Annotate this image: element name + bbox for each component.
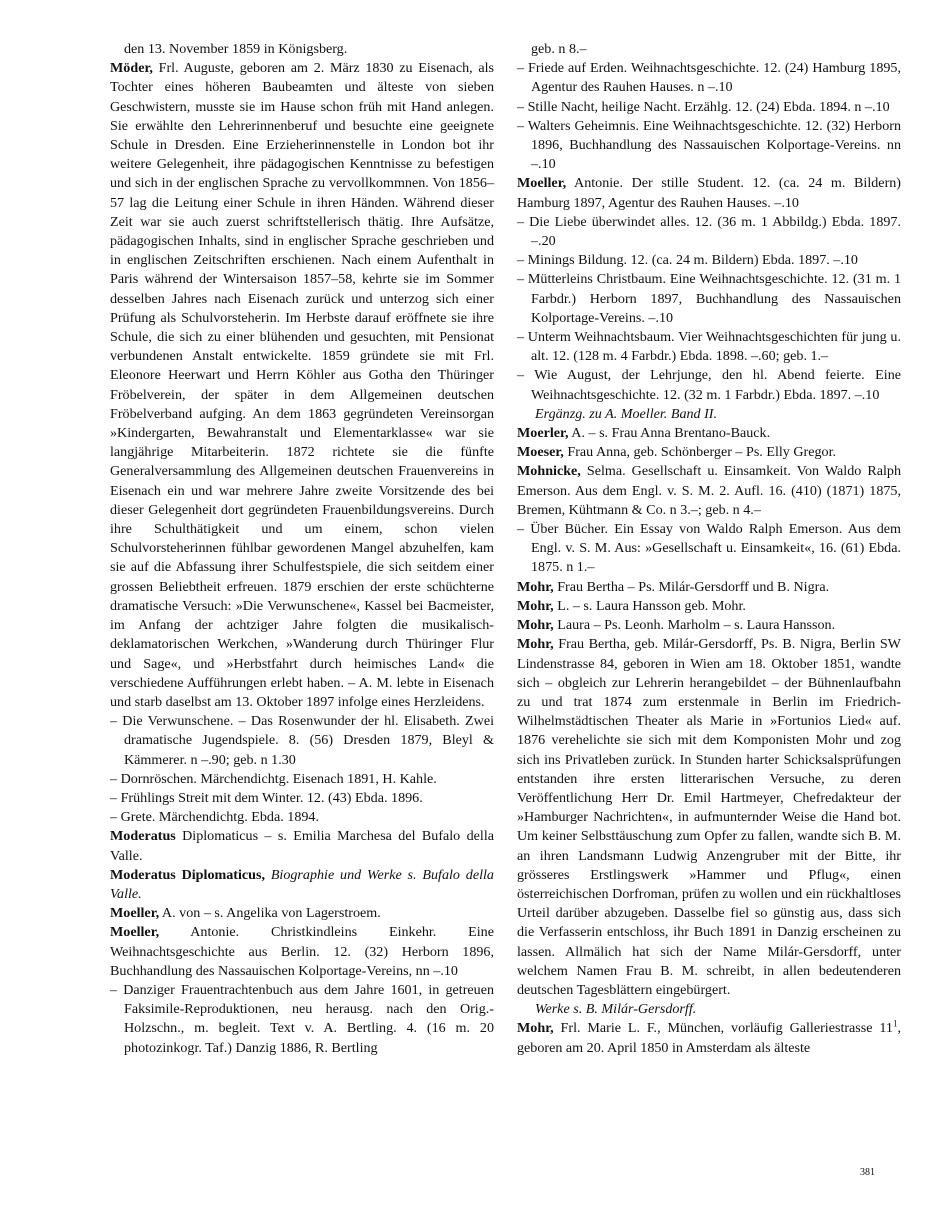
- entry: [517, 174, 901, 212]
- entry-text: Laura – Ps. Leonh. Marholm – s. Laura Hansson.: [553, 617, 836, 634]
- entry-text: – Frühlings Streit mit dem Winter. 12. (43) Ebda. 1896.: [110, 789, 423, 806]
- entry: [517, 520, 901, 578]
- entry-text: – Danziger Frauentrachtenbuch aus dem Jahre 1601, in getreuen Faksimile-Reproduktionen, neu herausg. nach den Orig.-Holzschn., m. begleit. Text v. A. Bertling. 4. (16 m. 20 photozinkogr. Taf.) Danzig 1886, R. Bertling: [110, 981, 494, 1056]
- entry-text: Frau Bertha – Ps. Milár-Gersdorff und B. Nigra.: [553, 578, 830, 595]
- entry-text: – Minings Bildung. 12. (ca. 24 m. Bildern) Ebda. 1897. –.10: [517, 252, 858, 269]
- entry-headword: Moerler,: [517, 425, 569, 442]
- entry-text: – Die Verwunschene. – Das Rosenwunder der hl. Elisabeth. Zwei dramatische Jugendspiele. 8. (56) Dresden 1879, Bleyl & Kämmerer. n –.90; geb. n 1.30: [110, 713, 494, 768]
- entry-headword: Moeller,: [110, 905, 160, 922]
- entry-text: A. – s. Frau Anna Brentano-Bauck.: [568, 425, 771, 442]
- entry: [517, 1019, 901, 1057]
- entry-text: – Grete. Märchendichtg. Ebda. 1894.: [110, 809, 319, 826]
- entry-text: Frau Bertha, geb. Milár-Gersdorff, Ps. B. Nigra, Berlin SW Lindenstrasse 84, geboren in Wien am 18. Oktober 1851, wandte sich – obgleich zur Lehrerin herangebildet – der Bühnenlaufbahn zu und trat 1874 zum erstenmale in Berlin im Friedrich-Wilhelmstädtischen Theater als Marie in »Fortunios Lied« auf. 1876 verehelichte sie sich mit dem Komponisten Mohr und zog sich ins Privatleben zurück. In Stunden harter Schicksalsprüfungen entstanden ihre ersten litterarischen Versuche, zu deren Veröffentlichung Herr Dr. Emil Hartmeyer, Chefredakteur der »Hamburger Nachrichten«, in aufmunternder Weise die Hand bot. Um keiner Selbsttäuschung zum Opfer zu fallen, wandte sich B. M. an ihren Landsmann Ludwig Anzengruber mit der Bitte, ihr grösseres Erstlingswerk »Hammer und Pflug«, einen österreichischen Dorfroman, prüfen zu wollen und ein rückhaltloses Urteil darüber abzugeben. Dasselbe fiel so günstig aus, dass sich die Verfasserin entschloss, ihr Buch 1891 in Danzig erscheinen zu lassen. Allmälich hat sich der Name Milár-Gersdorff, unter welchem Namen Frau B. M. schreibt, in allen bedeutenderen deutschen Tagesblättern eingebürgert.: [517, 636, 901, 998]
- entry: [517, 366, 901, 404]
- entry-text: Antonie. Christkindleins Einkehr. Eine Weihnachtsgeschichte aus Berlin. 12. (32) Herborn 1896, Buchhandlung des Nassauischen Kolportage-Vereins, nn –.10: [110, 924, 494, 979]
- entry-headword: Moeller,: [517, 175, 567, 192]
- entry: [110, 712, 494, 770]
- entry: [517, 616, 901, 635]
- entry-headword: Mohr,: [517, 578, 554, 595]
- entry: [517, 635, 901, 1000]
- entry: [517, 597, 901, 616]
- entry-headword: Mohr,: [517, 597, 554, 614]
- entry: [110, 981, 494, 1058]
- entry-text: Ergänzg. zu A. Moeller. Band II.: [535, 405, 718, 422]
- entry-text: Selma. Gesellschaft u. Einsamkeit. Von Waldo Ralph Emerson. Aus dem Engl. v. S. M. 2. Aufl. 16. (410) (1871) 1875, Bremen, Kühtmann & Co. n 3.–; geb. n 4.–: [517, 463, 901, 518]
- entry: [517, 578, 901, 597]
- entry-text: Frau Anna, geb. Schönberger – Ps. Elly Gregor.: [563, 444, 837, 461]
- entry: [110, 59, 494, 712]
- right-column: [517, 40, 901, 1058]
- entry: [110, 770, 494, 789]
- entry-text: – Die Liebe überwindet alles. 12. (36 m. 1 Abbildg.) Ebda. 1897. –.20: [517, 213, 901, 250]
- entry-text: L. – s. Laura Hansson geb. Mohr.: [553, 597, 746, 614]
- entry-headword: Moeser,: [517, 444, 564, 461]
- entry-text: A. von – s. Angelika von Lagerstroem.: [159, 905, 381, 922]
- entry: [110, 827, 494, 865]
- entry-text: Antonie. Der stille Student. 12. (ca. 24 m. Bildern) Hamburg 1897, Agentur des Rauhen Hauses. –.10: [517, 175, 901, 211]
- entry-text: – Über Bücher. Ein Essay von Waldo Ralph Emerson. Aus dem Engl. v. S. M. Aus: »Gesellschaft u. Einsamkeit«, 16. (61) Ebda. 1875. n 1.–: [517, 521, 901, 576]
- entry: [517, 117, 901, 175]
- entry-text: – Mütterleins Christbaum. Eine Weihnachtsgeschichte. 12. (31 m. 1 Farbdr.) Herborn 1897, Buchhandlung des Nassauischen Kolportage-Vereins. –.10: [517, 271, 901, 326]
- entry: [517, 462, 901, 520]
- entry-text: – Stille Nacht, heilige Nacht. Erzählg. 12. (24) Ebda. 1894. n –.10: [517, 98, 890, 115]
- entry-text: – Friede auf Erden. Weihnachtsgeschichte. 12. (24) Hamburg 1895, Agentur des Rauhen Hauses. n –.10: [517, 60, 901, 96]
- entry-headword: Mohr,: [517, 1020, 554, 1037]
- entry: [110, 904, 494, 923]
- entry: [517, 405, 901, 424]
- entry-headword: Moeller,: [110, 924, 160, 941]
- entry-headword: Moderatus: [110, 828, 176, 845]
- entry: [517, 251, 901, 270]
- entry-text: – Walters Geheimnis. Eine Weihnachtsgeschichte. 12. (32) Herborn 1896, Buchhandlung des Nassauischen Kolportage-Vereins. nn –.10: [517, 117, 901, 173]
- entry-text-tail: , geboren am 20. April 1850 in Amsterdam als älteste: [517, 1020, 901, 1056]
- entry-headword: Moderatus Diplomaticus,: [110, 866, 265, 883]
- entry-text: – Unterm Weihnachtsbaum. Vier Weihnachtsgeschichten für jung u. alt. 12. (128 m. 4 Farbdr.) Ebda. 1898. –.60; geb. 1.–: [517, 329, 901, 365]
- entry-headword: Mohnicke,: [517, 463, 581, 480]
- entry-text: Frl. Marie L. F., München, vorläufig Galleriestrasse 11: [553, 1020, 893, 1037]
- entry: [110, 866, 494, 904]
- entry-text: – Wie August, der Lehrjunge, den hl. Abend feierte. Eine Weihnachtsgeschichte. 12. (32 m. 1 Farbdr.) Ebda. 1897. –.10: [517, 367, 901, 403]
- entry: [517, 1000, 901, 1019]
- entry-text: Diplomaticus – s. Emilia Marchesa del Bufalo della Valle.: [110, 828, 494, 864]
- page-number: 381: [860, 1167, 875, 1178]
- entry-text: Biographie und Werke s. Bufalo della Valle.: [110, 866, 494, 902]
- entry-text: Frl. Auguste, geboren am 2. März 1830 zu Eisenach, als Tochter eines höheren Baubeamten und älteste von sieben Geschwistern, musste sie im Hause schon früh mit Hand anlegen. Sie erwählte den Lehrerinnenberuf und besuchte eine geeignete Schule in Dresden. Eine Erzieherinnenstelle in London bot ihr weitere Gelegenheit, ihre pädagogischen Kenntnisse zu befestigen und sich in der englischen Sprache zu vervollkommnen. Von 1856–57 lag die Leitung einer Schule in ihren Händen. Während dieser Zeit war sie auch zuerst schriftstellerisch thätig. Ihre Aufsätze, pädagogischen Inhalts, sind in englischer Sprache geschrieben und in englischen Zeitschriften erschienen. Nach einem Aufenthalt in Paris während der Wintersaison 1857–58, kehrte sie im Sommer desselben Jahres nach Eisenach zurück und unterzog sich einer Prüfung als Schulvorsteherin. Im Herbste darauf eröffnete sie ihre Schule, die sich zu einer blühenden und gesuchten, mit Pensionat verbundenen Anstalt entwickelte. 1859 gründete sie mit Frl. Eleonore Heerwart und Herrn Köhler aus Gotha den Thüringer Fröbelverein, der später in dem Allgemeinen deutschen Fröbelverband aufging. An dem 1863 gegründeten Vereinsorgan »Kindergarten, Bewahranstalt und Elementarklasse« war sie langjährige Mitarbeiterin. 1872 richtete sie die fünfte Generalversammlung des Allgemeinen deutschen Frauenvereins in Eisenach ein und war mehrere Jahre zweite Vorsitzende des bei dieser Gelegenheit dort gegründeten Frauenbildungsvereins. Durch ihre Schulthätigkeit und um einem, schon vielen Schulvorsteherinnen fühlbar gewordenen Mangel abzuhelfen, kam sie auf die Abfassung ihrer Schulfestspiele, die sich seitdem einer grossen Beliebtheit erfreuen. 1879 erschien der erste schüchterne dramatische Versuch: »Die Verwunschene«, Kassel bei Bacmeister, im Anfang der achtziger Jahre folgten die musikalisch-deklamatorischen Werkchen, »Wanderung durch Thüringer Flur und Sage«, und »Herbstfahrt durch heimisches Land« die verschiedene Aufführungen erlebt haben. – A. M. lebte in Eisenach und starb daselbst am 13. Oktober 1897 infolge eines Herzleidens.: [110, 60, 494, 710]
- entry: [517, 40, 901, 59]
- entry-superscript: 1: [892, 1018, 898, 1029]
- entry-text: – Dornröschen. Märchendichtg. Eisenach 1891, H. Kahle.: [110, 770, 437, 787]
- entry: [110, 40, 494, 59]
- entry: [110, 808, 494, 827]
- left-column: [110, 40, 494, 1058]
- entry-text: Werke s. B. Milár-Gersdorff.: [535, 1001, 697, 1018]
- entry: [517, 98, 901, 117]
- entry: [517, 59, 901, 97]
- entry: [517, 443, 901, 462]
- entry: [110, 923, 494, 981]
- entry: [110, 789, 494, 808]
- entry-headword: Möder,: [110, 60, 153, 77]
- entry-headword: Mohr,: [517, 636, 554, 653]
- entry: [517, 270, 901, 328]
- entry-headword: Mohr,: [517, 617, 554, 634]
- entry: [517, 424, 901, 443]
- entry: [517, 328, 901, 366]
- entry: [517, 213, 901, 251]
- entry-text: geb. n 8.–: [531, 41, 587, 57]
- entry-text: den 13. November 1859 in Königsberg.: [124, 41, 348, 57]
